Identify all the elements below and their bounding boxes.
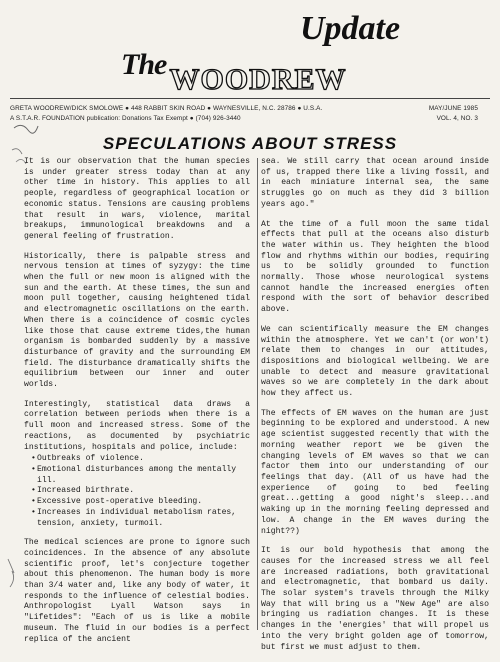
address-line: GRETA WOODREW/DICK SMOLOWE ● 448 RABBIT SKIN ROAD ● WAYNESVILLE, N.C. 28786 ● U.S.A.	[10, 105, 323, 112]
paragraph: Interestingly, statistical data draws a correlation between periods when there is a full moon and increased stress. Some of the reactions, as documented by psychiatric institutions, hospitals and police, include:	[24, 399, 250, 452]
paragraph: We can scientifically measure the EM changes within the atmosphere. Yet we can't (or won't) relate them to changes in our attitudes, dispositions and biological wellbeing. We are unable to detect and measure gravitational waves so we are completely in the dark about how they affect us.	[261, 324, 489, 399]
paragraph: The medical sciences are prone to ignore such coincidences. In the absence of any absolute scientific proof, let's conjecture together about this phenomenon. The human body is more than 3/4 water and, like any body of water, it responds to the influence of celestial bodies. Anthropologist Lyall Watson says in "Lifetides": "Each of us is like a mobile museum. The fluid in our bodies is a perfect replica of the ancient	[24, 538, 250, 644]
paragraph: sea. We still carry that ocean around inside of us, trapped there like a living fossil, and in each miniature internal sea, the same struggles go on much as they did 3 billion years ago."	[261, 157, 489, 209]
masthead	[0, 0, 500, 150]
logo-woodrew: WOODREW	[169, 63, 347, 96]
bullet-icon: •	[31, 507, 36, 517]
margin-scribble-bottom	[4, 555, 24, 595]
list-item: •Outbreaks of violence.	[31, 454, 144, 464]
bullet-icon: •	[31, 486, 36, 496]
bullet-icon: •	[31, 497, 36, 507]
bullet-icon: •	[31, 454, 36, 464]
list-item: •Excessive post-operative bleeding.	[31, 497, 203, 507]
paragraph: The effects of EM waves on the human are just beginning to be explored and understood. A new age scientist suggested recently that with the morning weather report we be given the changing levels of EM waves so that we can factor them into our understanding of our feelings that day. (All of us have had the experience of going to bed feeling great...getting a good night's sleep...and waking up in the morning feeling depressed and low. A change in the EM waves during the night??)	[261, 408, 489, 536]
masthead-divider	[10, 98, 490, 99]
logo-update: Update	[300, 10, 401, 47]
column-divider	[257, 158, 258, 630]
left-column	[24, 157, 250, 654]
list-item: •Emotional disturbances among the mentally ill.	[31, 464, 237, 485]
paragraph: It is our bold hypothesis that among the causes for the increased stress we all feel are increased radiations, both gravitational and electromagnetic, that bombard us daily. The solar system's travels through the Milky Way that will bring us a "New Age" are also bringing us radiation changes. It is these changes in the 'energies' that will propel us into the very bright golden age of tomorrow, but first we must adjust to them.	[261, 546, 489, 652]
bullet-icon: •	[31, 464, 36, 474]
reactions-list	[24, 454, 250, 529]
right-column	[261, 157, 489, 662]
issue-date: MAY/JUNE 1985	[428, 105, 478, 112]
list-item: •Increases in individual metabolism rates, tension, anxiety, turmoil.	[31, 507, 237, 528]
volume-number: VOL. 4, NO. 3	[436, 115, 478, 122]
article-headline: SPECULATIONS ABOUT STRESS	[102, 134, 398, 153]
paragraph: Historically, there is palpable stress and nervous tension at times of syzygy: the time when the full or new moon is aligned with the sun and the earth. At these times, the sun and moon pull together, causing heightened tidal and electromagnetic oscillations on the earth. When there is a coincidence of cosmic cycles like those that cause extreme tides,the human organism is bombarded suddenly by a massive disturbance of gravity and the surrounding EM field. The disturbance dramatically shifts the equilibrium between our inner and outer worlds.	[24, 251, 250, 390]
foundation-line: A S.T.A.R. FOUNDATION publication: Donations Tax Exempt ● (704) 926-3440	[10, 115, 241, 122]
paragraph: It is our observation that the human species is under greater stress today than at any other time in history. This applies to all people, regardless of geographical location or economic status. Tensions are causing problems that result in wars, violence, marital breakups, immunological breakdowns and a general feeling of frustration.	[24, 157, 250, 241]
logo-the: The	[121, 48, 167, 81]
paragraph: At the time of a full moon the same tidal effects that pull at the oceans also disturb the water within us. They heighten the blood flow and rhythms within our bodies, requiring us to be solidly grounded to function normally. Those whose neurological systems cannot handle the increased energies often respond with the sort of behavior described above.	[261, 219, 489, 315]
list-item: •Increased birthrate.	[31, 486, 135, 496]
